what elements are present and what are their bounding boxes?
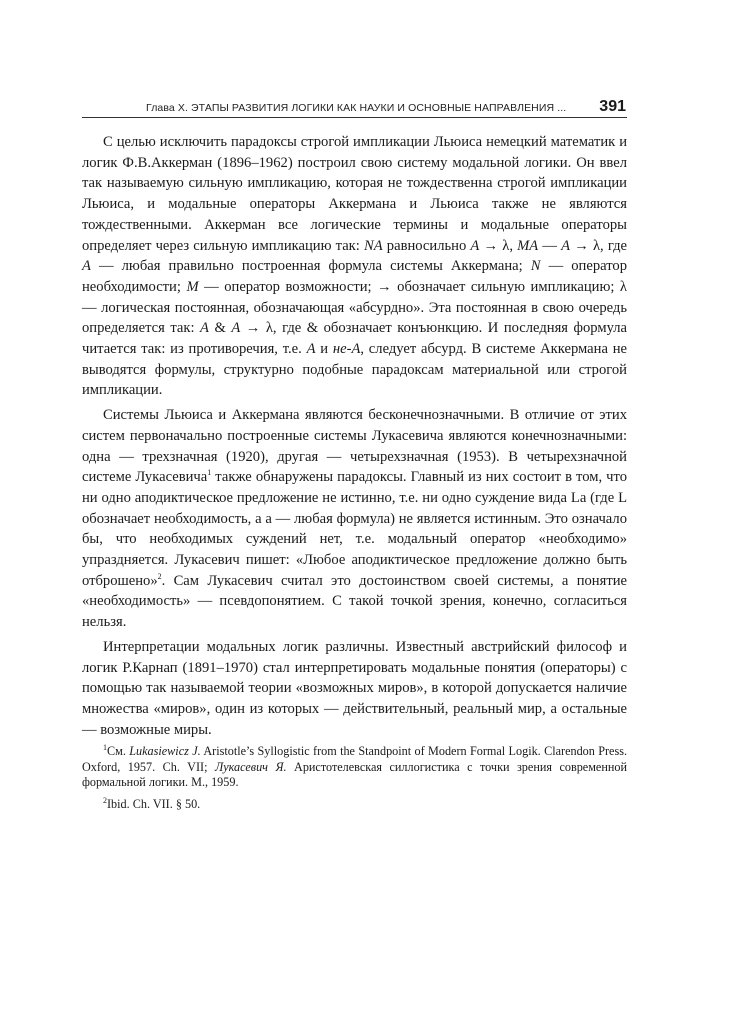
- page-number: 391: [599, 98, 626, 115]
- main-text: [82, 132, 627, 740]
- footnote-mark-2: 2: [103, 795, 107, 805]
- paragraph-lukasiewicz: Системы Льюиса и Аккермана являются бесконечнозначными. В отличие от этих систем первоначально построенные системы Лукасевича являются конечнозначными: одна — трехзначная (1920), другая — четырехзначная (1953). В четырехзначной системе Лукасевича$^1$ также обнаружены парадоксы. Главный из них состоит в том, что ни одно аподиктическое предложение не истинно, т.е. ни одно суждение вида La (где L обозначает необходимость, а a — любая формула) не является истинным. Это означало бы, что необходимых суждений нет, т.е. модальный оператор «необходимо» упраздняется. Лукасевич пишет: «Любое аподиктическое предложение должно быть отброшено»$^2$. Сам Лукасевич считал это достоинством своей системы, а понятие «необходимость» — псевдопонятием. С такой точкой зрения, конечно, согласиться нельзя.: [82, 407, 627, 631]
- running-header: [82, 96, 627, 118]
- footnote-2: $^2$Ibid. Ch. VII. § 50.: [103, 795, 201, 811]
- book-page: [82, 96, 627, 812]
- paragraph-ackermann: С целью исключить парадоксы строгой импликации Льюиса немецкий математик и логик Ф.В.Аккерман (1896–1962) построил свою систему модальной логики. Он ввел так называемую сильную импликацию, которая не тождественна строгой импликации Льюиса, и модальные операторы Аккермана и Льюиса также не являются тождественными. Аккерман все логические термины и модальные операторы определяет через сильную импликацию так: NA равносильно A → λ, MA — A → λ, где A — любая правильно построенная формула системы Аккермана; N — оператор необходимости; M — оператор возможности; → обозначает сильную импликацию; λ — логическая постоянная, обозначающая «абсурдно». Эта постоянная в свою очередь определяется так: A & A → λ, где & обозначает конъюнкцию. И последняя формула читается так: из противоречия, т.е. A и не-A, следует абсурд. В системе Аккермана не выводятся формулы, структурно подобные парадоксам материальной или строгой импликации.: [82, 134, 628, 399]
- footnote-ref-2[interactable]: 2: [157, 571, 162, 581]
- footnote-ref-1[interactable]: 1: [207, 468, 212, 478]
- footnote-1: $^1$См. Lukasiewicz J. Aristotle’s Syllogistic from the Standpoint of Modern Formal Logik. Clarendon Press. Oxford, 1957. Ch. VII; Лукасевич Я. Аристотелевская силлогистика с точки зрения современной формальной логики. М., 1959.: [82, 743, 627, 790]
- footnotes: [82, 744, 627, 812]
- paragraph-carnap: Интерпретации модальных логик различны. Известный австрийский философ и логик Р.Карнап (1891–1970) стал интерпретировать модальные понятия (операторы) с помощью так называемой теории «возможных миров», в которой допускается наличие множества «миров», один из которых — действительный, реальный мир, а остальные — возможные миры.: [82, 638, 627, 738]
- chapter-title: Глава X. ЭТАПЫ РАЗВИТИЯ ЛОГИКИ КАК НАУКИ И ОСНОВНЫЕ НАПРАВЛЕНИЯ ...: [146, 102, 567, 114]
- footnote-mark-1: 1: [103, 743, 107, 753]
